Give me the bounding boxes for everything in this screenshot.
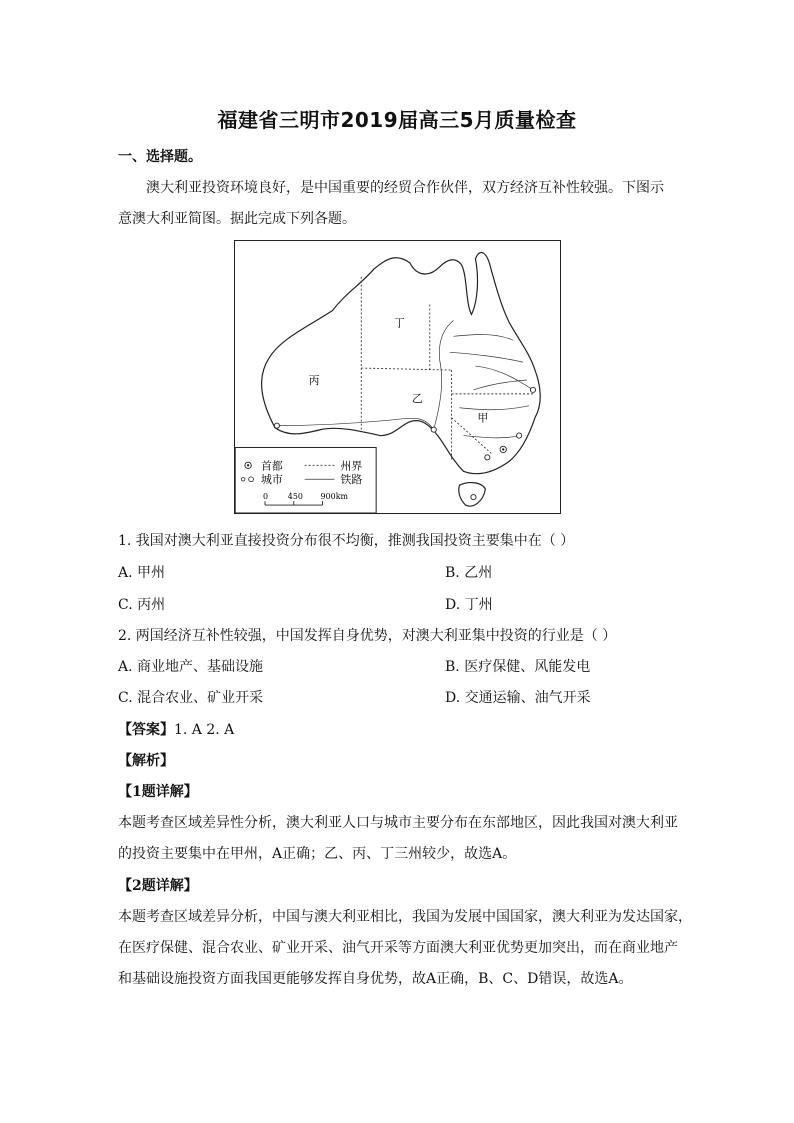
- question-1-option-c: C. 丙州: [118, 597, 166, 613]
- answer-value: 1. A 2. A: [174, 722, 235, 738]
- analysis-label: 【解析】: [118, 753, 174, 769]
- region-label-yi: 乙: [411, 391, 423, 405]
- question-1-stem: 1. 我国对澳大利亚直接投资分布很不均衡，推测我国投资主要集中在（ ）: [118, 533, 575, 549]
- region-label-bing: 丙: [308, 373, 320, 387]
- detail-2-label: 【2题详解】: [118, 878, 198, 894]
- region-label-jia: 甲: [477, 411, 489, 425]
- capital-marker: [500, 446, 506, 452]
- tasmania-outline: [459, 483, 486, 506]
- scale-label-450: 450: [287, 492, 303, 502]
- page-title: 福建省三明市2019届高三5月质量检查: [217, 108, 577, 132]
- detail-1-label: 【1题详解】: [118, 784, 198, 800]
- detail-1-line-2: 的投资主要集中在甲州，A正确；乙、丙、丁三州较少，故选A。: [118, 846, 517, 862]
- capital-legend-icon: [245, 462, 251, 468]
- intro-text-line-2: 意澳大利亚简图。据此完成下列各题。: [118, 211, 356, 227]
- australia-map: [234, 240, 561, 514]
- question-2-option-c: C. 混合农业、矿业开采: [118, 690, 264, 706]
- question-1-option-a: A. 甲州: [118, 565, 166, 581]
- detail-2-line-1: 本题考查区域差异分析，中国与澳大利亚相比，我国为发展中国国家，澳大利亚为发达国家，: [118, 909, 692, 925]
- legend-city-label: 城市: [261, 473, 283, 487]
- legend-capital-label: 首都: [261, 459, 283, 473]
- legend-railway-label: 铁路: [340, 473, 363, 487]
- answer-line: [118, 719, 234, 739]
- question-1-option-b: B. 乙州: [445, 565, 493, 581]
- answer-label: 【答案】: [118, 722, 174, 738]
- scale-label-0: 0: [262, 492, 269, 502]
- legend-state-border-label: 州界: [340, 459, 363, 473]
- australia-map-drawing: [235, 241, 560, 513]
- mainland-outline: [262, 253, 541, 474]
- scale-label-900: 900km: [320, 492, 349, 502]
- question-2-option-d: D. 交通运输、油气开采: [445, 690, 591, 706]
- question-1-option-d: D. 丁州: [445, 597, 493, 613]
- question-2-stem: 2. 两国经济互补性较强，中国发挥自身优势，对澳大利亚集中投资的行业是（ ）: [118, 628, 617, 644]
- region-label-ding: 丁: [394, 316, 405, 330]
- question-2-option-a: A. 商业地产、基础设施: [118, 659, 264, 675]
- state-borders: [361, 277, 533, 460]
- intro-text-line-1: 澳大利亚投资环境良好，是中国重要的经贸合作伙伴，双方经济互补性较强。下图示: [146, 180, 664, 196]
- section-heading: 一、选择题。: [118, 149, 202, 165]
- detail-2-line-3: 和基础设施投资方面我国更能够发挥自身优势，故A正确，B、C、D错误，故选A。: [118, 971, 633, 987]
- detail-1-line-1: 本题考查区域差异性分析，澳大利亚人口与城市主要分布在东部地区，因此我国对澳大利亚: [118, 815, 678, 831]
- detail-2-line-2: 在医疗保健、混合农业、矿业开采、油气开采等方面澳大利亚优势更加突出，而在商业地产: [118, 940, 678, 956]
- question-2-option-b: B. 医疗保健、风能发电: [445, 659, 591, 675]
